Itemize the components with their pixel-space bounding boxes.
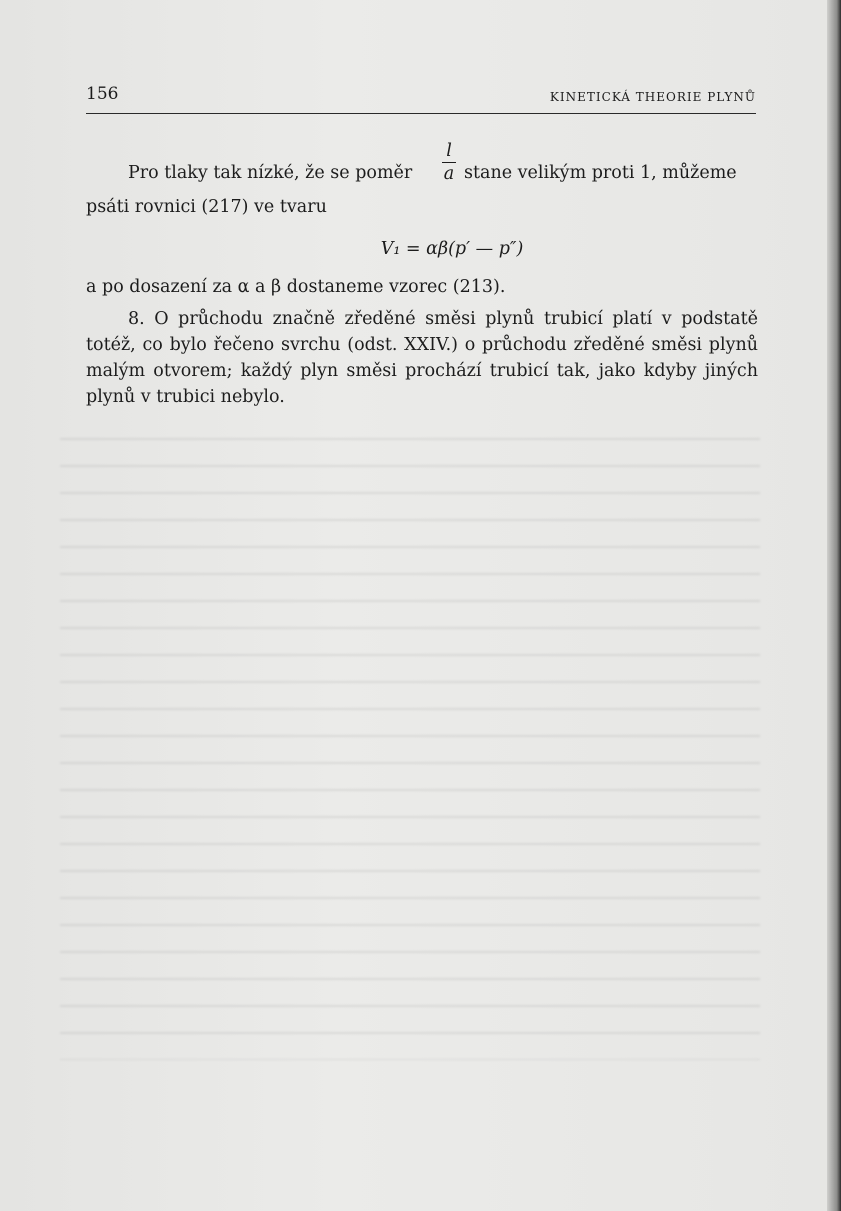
fraction-l-over-a bbox=[439, 140, 459, 185]
text-lead: Pro tlaky tak nízké, že se poměr bbox=[128, 163, 413, 183]
running-head: KINETICKÁ THEORIE PLYNŮ bbox=[549, 90, 756, 104]
body-text bbox=[86, 140, 758, 410]
page-header bbox=[86, 84, 756, 114]
show-through-text bbox=[60, 420, 760, 1060]
paragraph-first-line bbox=[86, 140, 758, 194]
book-spine-shadow bbox=[827, 0, 841, 1211]
text-tail: stane velikým proti 1, můžeme bbox=[464, 163, 737, 183]
header-rule bbox=[86, 113, 756, 114]
equation: V₁ = αβ(p′ — p″) bbox=[380, 239, 524, 259]
fraction-denominator: a bbox=[443, 164, 455, 184]
page-number: 156 bbox=[86, 84, 119, 104]
paragraph-8: 8. O průchodu značně zředěné směsi plynů trubicí platí v podstatě totéž, co bylo řečeno svrchu (odst. XXIV.) o průchodu zředěné směsi plynů malým otvorem; každý plyn směsi prochází trubicí tak, jako kdyby jiných plynů v trubici nebylo. bbox=[86, 309, 758, 407]
text-after-equation: a po dosazení za α a β dostaneme vzorec (213). bbox=[86, 277, 506, 297]
fraction-numerator: l bbox=[446, 141, 452, 161]
paragraph-second-line: psáti rovnici (217) ve tvaru bbox=[86, 197, 327, 217]
